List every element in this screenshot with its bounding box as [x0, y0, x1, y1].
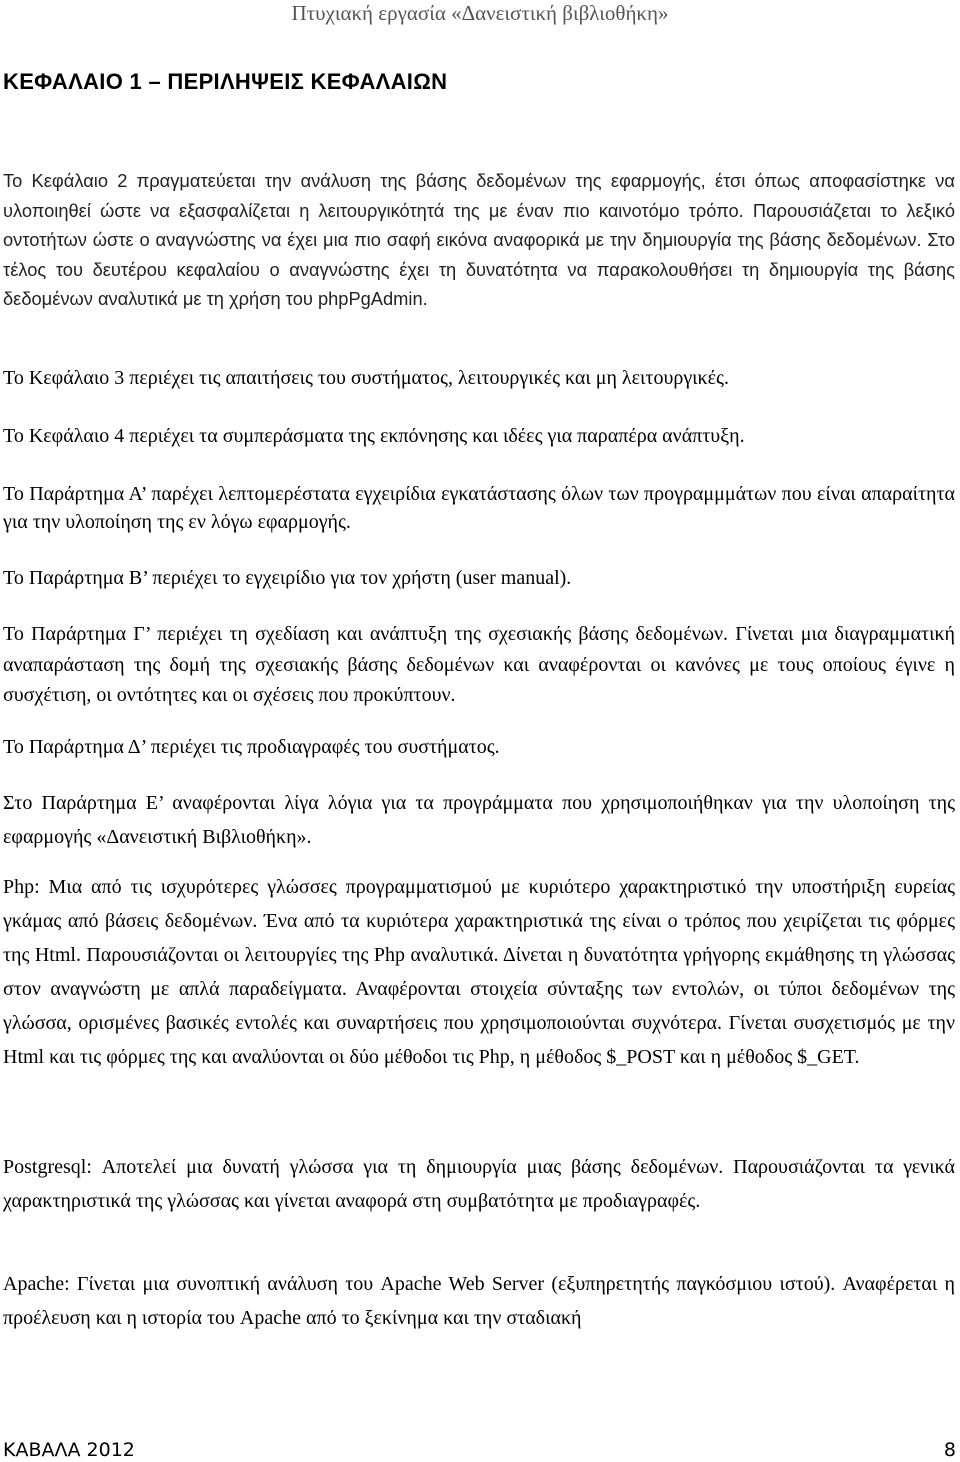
paragraph-chapter-2: Το Κεφάλαιο 2 πραγματεύεται την ανάλυση της βάσης δεδομένων της εφαρμογής, έτσι όπως αποφασίστηκε να υλοποιηθεί ώστε να εξασφαλίζεται η λειτουργικότητά της με έναν πιο καινοτόμο τρόπο. Παρουσιάζεται το λεξικό οντοτήτων ώστε ο αναγνώστης να έχει μια πιο σαφή εικόνα αναφορικά με την δημιουργία της βάσης δεδομένων. Στο τέλος του δευτέρου κεφαλαίου ο αναγνώστης έχει τη δυνατότητα να παρακολουθήσει τη δημιουργία της βάσης δεδομένων αναλυτικά με τη χρήση του phpPgAdmin.	[3, 170, 955, 309]
paragraph-appendix-c: Το Παράρτημα Γ’ περιέχει τη σχεδίαση και ανάπτυξη της σχεσιακής βάσης δεδομένων. Γίνεται μια διαγραμματική αναπαράσταση της δομή της σχεσιακής βάσης δεδομένων και αναφέρονται οι κανόνες με τους οποίους έγινε η συσχέτιση, οι οντότητες και οι σχέσεις που προκύπτουν.	[3, 623, 955, 706]
paragraph-chapter-3: Το Κεφάλαιο 3 περιέχει τις απαιτήσεις του συστήματος, λειτουργικές και μη λειτουργικές.	[3, 367, 729, 389]
chapter-title: ΚΕΦΑΛΑΙΟ 1 – ΠΕΡΙΛΗΨΕΙΣ ΚΕΦΑΛΑΙΩΝ	[3, 69, 448, 94]
paragraph-chapter-4: Το Κεφάλαιο 4 περιέχει τα συμπεράσματα της εκπόνησης και ιδέες για παραπέρα ανάπτυξη.	[3, 425, 745, 447]
footer-location-year: ΚΑΒΑΛΑ 2012	[3, 1439, 135, 1461]
paragraph-apache: Apache: Γίνεται μια συνοπτική ανάλυση του Apache Web Server (εξυπηρετητής παγκόσμιου ιστού). Αναφέρεται η προέλευση και η ιστορία του Apache από το ξεκίνημα και την σταδιακή	[3, 1273, 955, 1329]
chapter-2-summary-block	[3, 166, 955, 314]
paragraph-appendix-b: Το Παράρτημα Β’ περιέχει το εγχειρίδιο για τον χρήστη (user manual).	[3, 567, 572, 589]
paragraph-php: Php: Μια από τις ισχυρότερες γλώσσες προγραμματισμού με κυριότερο χαρακτηριστικό την υποστήριξη ευρείας γκάμας από βάσεις δεδομένων. Ένα από τα κυριότερα χαρακτηριστικά της είναι ο τρόπος που χειρίζεται τις φόρμες της Html. Παρουσιάζονται οι λειτουργίες της Php αναλυτικά. Δίνεται η δυνατότητα γρήγορης εκμάθησης τη γλώσσας στον αναγνώστη με απλά παραδείγματα. Αναφέρονται στοιχεία σύνταξης των εντολών, οι τύποι δεδομένων της γλώσσα, ορισμένες βασικές εντολές και συναρτήσεις που χρησιμοποιούνται συχνότερα. Γίνεται συσχετισμός με την Html και τις φόρμες της και αναλύονται οι δύο μέθοδοι τις Php, η μέθοδος $_POST και η μέθοδος $_GET.	[3, 876, 955, 1068]
page-number: 8	[943, 1439, 956, 1461]
paragraph-appendix-e: Στο Παράρτημα Ε’ αναφέρονται λίγα λόγια για τα προγράμματα που χρησιμοποιήθηκαν για την υλοποίηση της εφαρμογής «Δανειστική Βιβλιοθήκη».	[3, 792, 955, 848]
paragraph-postgresql: Postgresql: Αποτελεί μια δυνατή γλώσσα για τη δημιουργία μιας βάσης δεδομένων. Παρουσιάζονται τα γενικά χαρακτηριστικά της γλώσσας και γίνεται αναφορά στη συμβατότητα με προδιαγραφές.	[3, 1156, 955, 1212]
paragraph-appendix-a: Το Παράρτημα Α’ παρέχει λεπτομερέστατα εγχειρίδια εγκατάστασης όλων των προγραμμμάτων που είναι απαραίτητα για την υλοποίηση της εν λόγω εφαρμογής.	[3, 483, 955, 533]
paragraph-appendix-d: Το Παράρτημα Δ’ περιέχει τις προδιαγραφές του συστήματος.	[3, 736, 500, 758]
running-header: Πτυχιακή εργασία «Δανειστική βιβλιοθήκη»	[291, 1, 669, 25]
